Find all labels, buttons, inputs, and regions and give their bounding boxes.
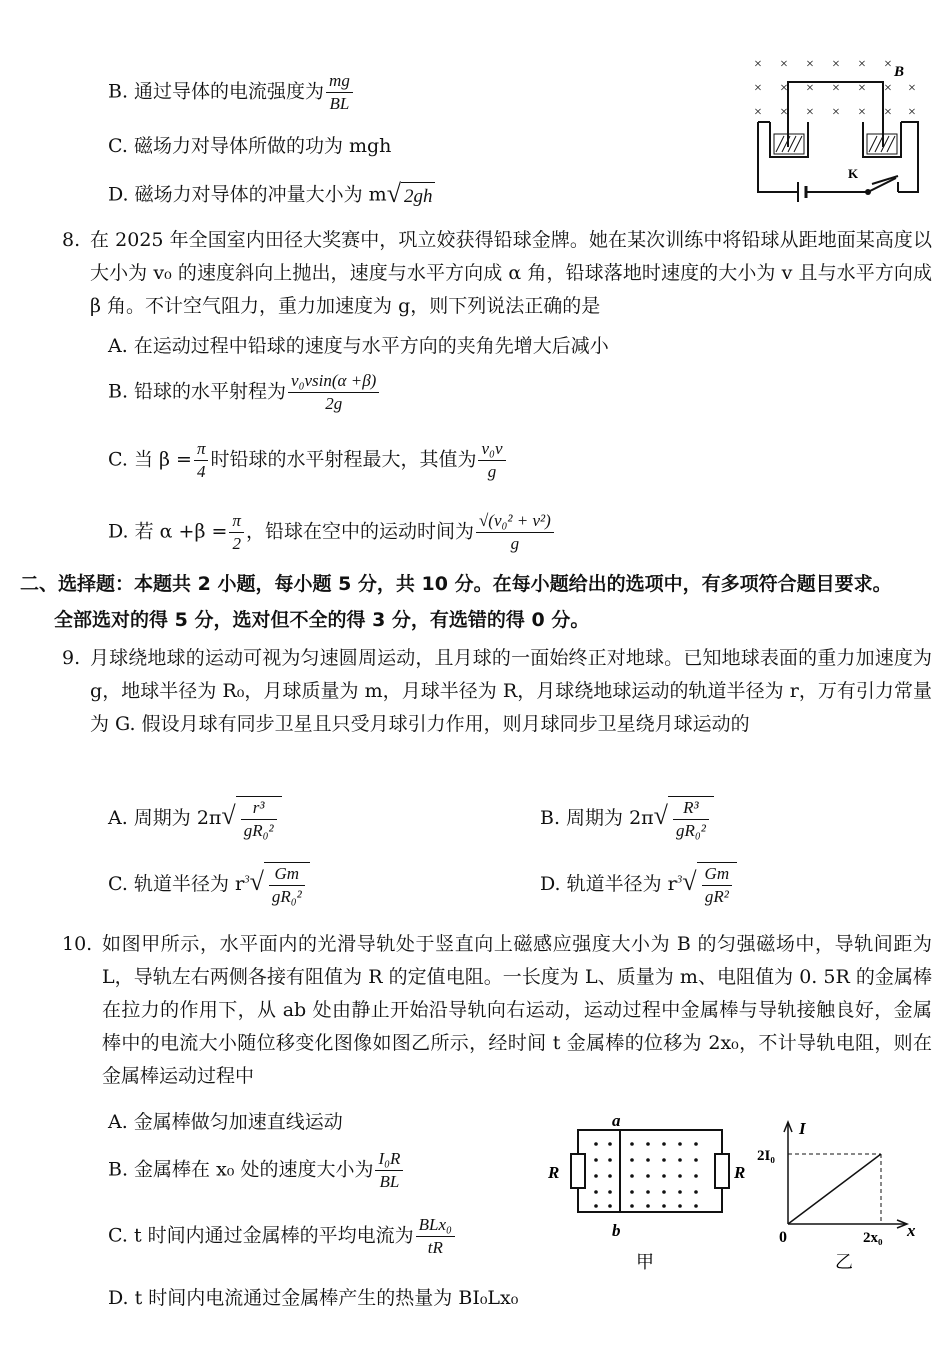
label-r-left: R [548,1163,560,1182]
q9-number: 9. [62,647,81,669]
q9-option-c [108,862,310,908]
q8-b-den: 2g [325,394,343,413]
q8-d-den: g [510,534,520,553]
q8-c-den: g [487,462,497,481]
cross-mark: × [832,105,840,120]
cross-mark: × [908,81,916,96]
cross-mark: × [780,105,788,120]
cross-mark: × [806,57,814,72]
q9-option-a-radical: √ $\frac{\text{r³}}{\text{gR₀²}}$ [221,796,281,842]
q8-d-angle-fraction [229,510,244,555]
q10-figure-yi [755,1118,935,1280]
q9-c-num: Gm [269,863,305,886]
q9-option-b [540,796,714,842]
y-axis-label: I [799,1119,806,1138]
q9-b-num: R³ [673,797,709,820]
q10-option-c [108,1214,457,1259]
q10-option-b-text: B. 金属棒在 x₀ 处的速度大小为 [108,1158,374,1181]
label-r-right: R [734,1163,746,1182]
q8-number: 8. [62,229,81,251]
cross-mark: × [832,81,840,96]
q8-option-b-fraction [288,370,379,415]
cross-mark: × [754,105,762,120]
q10-option-d: D. t 时间内电流通过金属棒产生的热量为 BI₀Lx₀ [108,1287,519,1306]
cross-mark: × [858,105,866,120]
caption-yi: 乙 [835,1252,853,1272]
q10-c-num: BLx₀ [416,1214,455,1237]
label-b: B [894,64,905,80]
cross-mark: × [858,57,866,72]
q8-option-a: A. 在运动过程中铅球的速度与水平方向的夹角先增大后减小 [108,335,609,357]
q10-figure-jia [540,1108,760,1278]
q7-option-d-radical: √ 2gh [387,180,436,211]
q7-option-d-text: D. 磁场力对导体的冲量大小为 m [108,183,387,206]
q9-option-d-radical: $^3$√ $\frac{Gm}{\text{gR²}}$ [677,862,737,908]
right-resistor [715,1154,729,1188]
q7-option-d [108,180,435,211]
q7-d-radicand: 2gh [401,182,436,211]
q10-b-num: I₀R [375,1148,403,1171]
q9-option-d [540,862,737,908]
q8-option-c [108,438,508,483]
caption-jia: 甲 [636,1252,654,1272]
q7-b-num: mg [326,70,353,93]
section-2-header-line1: 二、选择题：本题共 2 小题，每小题 5 分，共 10 分。在每小题给出的选项中，有多项符合题目要求。 [20,573,892,595]
q9-option-a-text: A. 周期为 2π [108,807,222,829]
rail-frame [578,1130,722,1212]
cross-mark: × [908,105,916,120]
cross-mark: × [780,81,788,96]
left-resistor [571,1154,585,1188]
q9-option-b-radical: √ $\frac{\text{R³}}{\text{gR₀²}}$ [654,796,714,842]
q10-option-c-fraction [416,1214,455,1259]
q9-b-den: gR₀² [675,821,706,840]
q8-d-angle-den: 2 [232,534,241,553]
cross-mark: × [858,81,866,96]
q8-option-d [108,510,556,555]
q8-c-angle-den: 4 [196,462,206,481]
q9-option-b-text: B. 周期为 2π [540,807,654,829]
label-b: b [612,1221,621,1240]
q9-a-den: gR₀² [243,821,274,840]
cross-mark: × [754,81,762,96]
q7-option-b [108,70,355,115]
q10-number: 10. [62,933,93,955]
x-axis-label: x [907,1221,916,1240]
q8-b-num: v₀vsin(α +β) [288,370,379,393]
y-tick-2i0: 2I₀ [757,1148,775,1164]
cross-mark: × [780,57,788,72]
current-line [788,1154,881,1224]
q9-d-root-index: 3 [676,873,683,886]
q9-option-c-text: C. 轨道半径为 r [108,873,245,895]
q10-option-b-fraction [375,1148,403,1193]
q8-c-num: v₀v [478,438,505,461]
q8-option-c-prefix: C. 当 β = [108,448,192,471]
cross-mark: × [806,105,814,120]
q7-option-c: C. 磁场力对导体所做的功为 mgh [108,135,392,157]
origin-label: 0 [779,1229,787,1246]
q10-option-c-text: C. t 时间内通过金属棒的平均电流为 [108,1224,414,1247]
q9-option-c-radical: $^3$√ $\frac{Gm}{\text{gR₀²}}$ [244,862,310,908]
q10-option-a: A. 金属棒做匀加速直线运动 [108,1111,343,1133]
q10-option-b [108,1148,405,1193]
q10-c-den: tR [427,1238,443,1257]
q8-option-b-text: B. 铅球的水平射程为 [108,380,287,403]
q9-d-num: Gm [702,863,733,886]
q9-option-a [108,796,282,842]
q8-option-d-prefix: D. 若 α +β = [108,520,228,543]
q8-c-angle-num: π [194,438,209,461]
cross-mark: × [884,57,892,72]
q7-circuit-figure [748,52,928,202]
q10-b-den: BL [379,1172,400,1191]
q9-d-den: gR² [704,887,729,906]
label-a: a [612,1111,621,1130]
q8-stem: 在 2025 年全国室内田径大奖赛中，巩立姣获得铅球金牌。她在某次训练中将铅球从距地面某高度以大小为 v₀ 的速度斜向上抛出，速度与水平方向成 α 角，铅球落地时速度的大小为 v 且与水平方向成 β 角。不计空气阻力，重力加速度为 g，则下列说法正确的是 [90,229,932,317]
magnetic-field-crosses [754,57,916,120]
q7-option-b-text: B. 通过导体的电流强度为 [108,80,325,103]
q8-d-num: √(v₀² + v²) [476,510,554,533]
q7-option-b-fraction [326,70,353,115]
q7-b-den: BL [329,94,350,113]
x-tick-2x0: 2x₀ [863,1230,883,1246]
q8-option-d-text: ，铅球在空中的运动时间为 [245,520,474,543]
q8-d-angle-num: π [229,510,244,533]
cross-mark: × [754,57,762,72]
q9-c-den: gR₀² [271,887,302,906]
label-k: K [848,166,859,181]
section-2-header-line2: 全部选对的得 5 分，选对但不全的得 3 分，有选错的得 0 分。 [54,609,590,631]
q9-stem: 月球绕地球的运动可视为匀速圆周运动，且月球的一面始终正对地球。已知地球表面的重力加速度为 g，地球半径为 R₀，月球质量为 m，月球半径为 R，月球绕地球运动的轨道半径为 r，万有引力常量为 G. 假设月球有同步卫星且只受月球引力作用，则月球同步卫星绕月球运动的 [90,647,932,735]
q9-c-root-index: 3 [244,873,250,886]
q8-option-c-text: 时铅球的水平射程最大，其值为 [210,448,477,471]
q8-c-angle-fraction [194,438,209,483]
q10-stem: 如图甲所示，水平面内的光滑导轨处于竖直向上磁感应强度大小为 B 的匀强磁场中，导轨间距为 L，导轨左右两侧各接有阻值为 R 的定值电阻。一长度为 L、质量为 m、电阻值为 0. 5R 的金属棒在拉力的作用下，从 ab 处由静止开始沿导轨向右运动，运动过程中金属棒与导轨接触良好，金属棒中的电流大小随位移变化图像如图乙所示，经时间 t 金属棒的位移为 2x₀，不计导轨电阻，则在金属棒运动过程中 [102,933,932,1087]
q8-option-b [108,370,381,415]
cross-mark: × [884,81,892,96]
cross-mark: × [884,105,892,120]
magnetic-field-dots [594,1142,698,1208]
cross-mark: × [806,81,814,96]
cross-mark: × [832,57,840,72]
q9-option-d-text: D. 轨道半径为 r [540,873,677,895]
q8-d-time-fraction [476,510,554,555]
q8-c-range-fraction [478,438,505,483]
q9-a-num: r³ [241,797,277,820]
